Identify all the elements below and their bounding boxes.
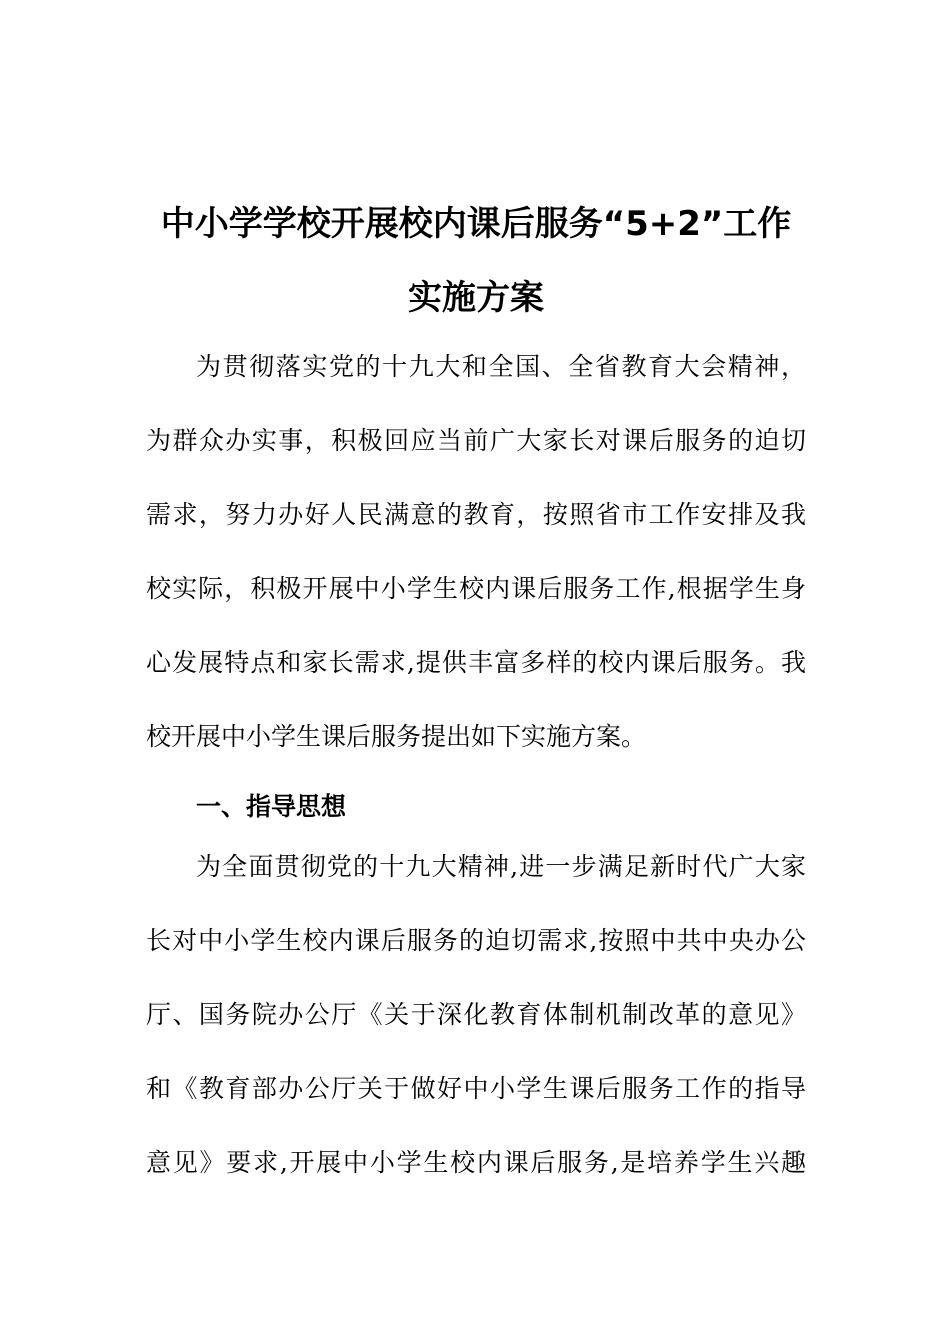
intro-paragraph-line: 为贯彻落实党的十九大和全国、全省教育大会精神， (196, 352, 806, 381)
intro-paragraph-line: 校实际，积极开展中小学生校内课后服务工作,根据学生身 (146, 574, 806, 603)
document-title-line-2: 实施方案 (408, 278, 544, 318)
section-heading-guiding-ideology: 一、指导思想 (196, 792, 347, 821)
section-paragraph-line: 厅、国务院办公厅《关于深化教育体制机制改革的意见》 (146, 1000, 806, 1029)
section-paragraph-line: 意见》要求,开展中小学生校内课后服务,是培养学生兴趣 (146, 1148, 806, 1177)
section-paragraph-line: 和《教育部办公厅关于做好中小学生课后服务工作的指导 (146, 1074, 806, 1103)
document-title-line-1: 中小学学校开展校内课后服务“5+2”工作 (160, 204, 792, 244)
intro-paragraph-line: 校开展中小学生课后服务提出如下实施方案。 (146, 722, 647, 751)
section-paragraph-line: 为全面贯彻党的十九大精神,进一步满足新时代广大家 (196, 852, 806, 881)
intro-paragraph-line: 需求，努力办好人民满意的教育，按照省市工作安排及我 (146, 500, 806, 529)
section-paragraph-line: 长对中小学生校内课后服务的迫切需求,按照中共中央办公 (146, 926, 806, 955)
intro-paragraph-line: 心发展特点和家长需求,提供丰富多样的校内课后服务。我 (146, 648, 806, 677)
intro-paragraph-line: 为群众办实事，积极回应当前广大家长对课后服务的迫切 (146, 426, 806, 455)
